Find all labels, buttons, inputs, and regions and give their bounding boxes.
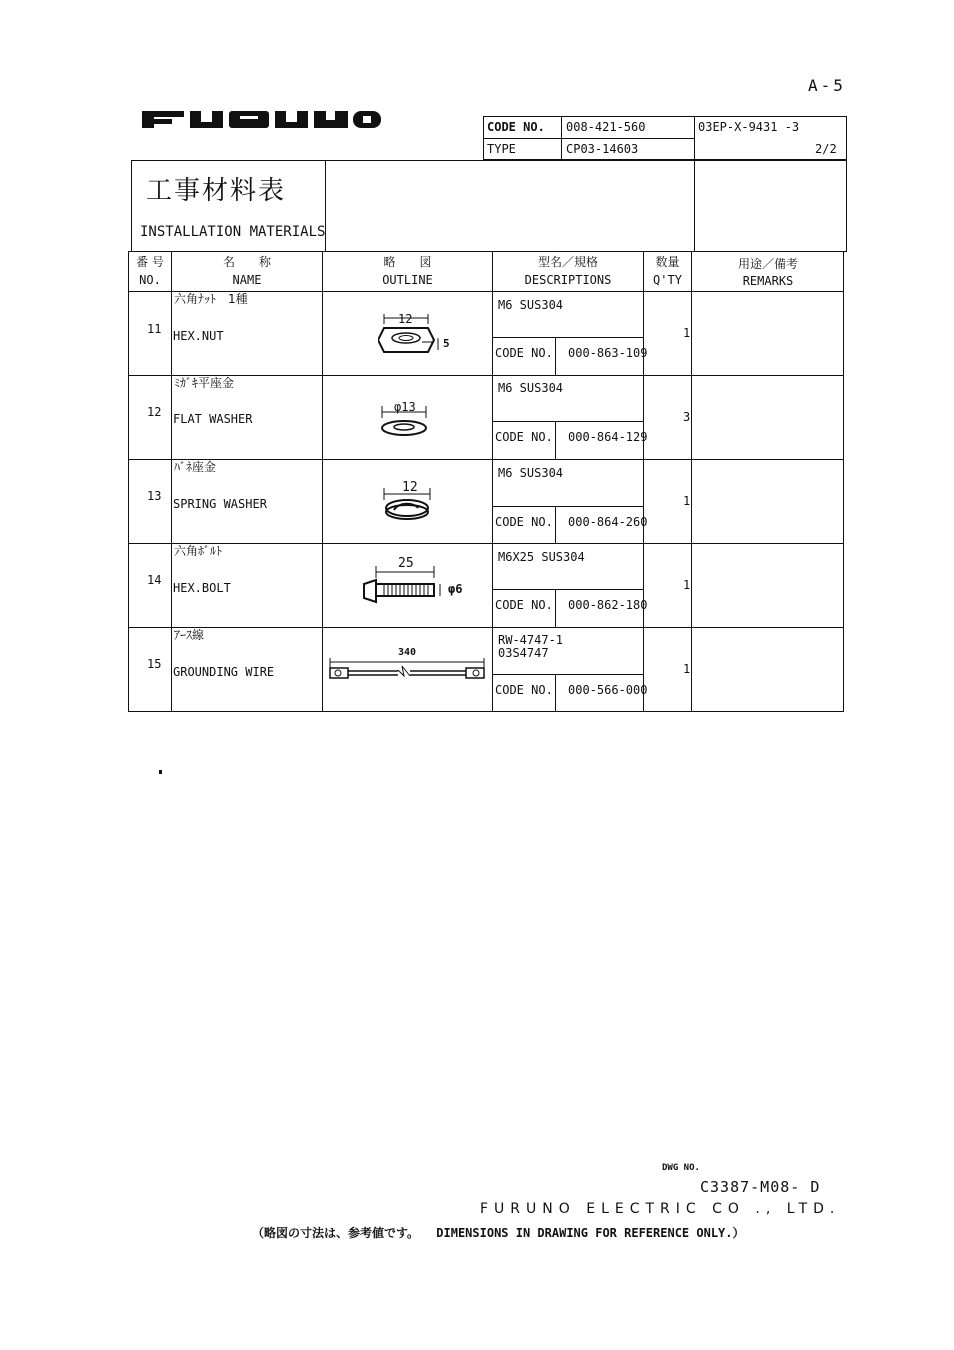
code-label: CODE NO. bbox=[495, 430, 553, 444]
dwg-label: DWG NO. bbox=[662, 1163, 700, 1173]
item-code: 000-566-000 bbox=[568, 683, 648, 697]
materials-table bbox=[128, 251, 844, 712]
title-en: INSTALLATION MATERIALS bbox=[140, 224, 326, 240]
item-qty: 1 bbox=[683, 326, 691, 340]
dim-label: 5 bbox=[443, 337, 450, 350]
item-name-jp: ﾊﾞﾈ座金 bbox=[174, 460, 217, 474]
stray-mark bbox=[159, 770, 162, 774]
type-value: CP03-14603 bbox=[566, 142, 639, 156]
dim-label: 12 bbox=[398, 312, 413, 326]
row-number: 14 bbox=[147, 573, 162, 587]
item-name-en: SPRING WASHER bbox=[173, 497, 267, 511]
item-code: 000-864-129 bbox=[568, 430, 648, 444]
doc-ref: 03EP-X-9431 -3 bbox=[698, 120, 800, 134]
item-code: 000-862-180 bbox=[568, 598, 648, 612]
code-no-value: 008-421-560 bbox=[566, 120, 646, 134]
item-name-en: GROUNDING WIRE bbox=[173, 665, 275, 679]
col-remarks-jp: 用途／備考 bbox=[737, 257, 798, 271]
item-description-line2: 03S4747 bbox=[498, 646, 549, 660]
dim-label: φ13 bbox=[394, 400, 416, 414]
row-number: 13 bbox=[147, 489, 162, 503]
note-en: DIMENSIONS IN DRAWING FOR REFERENCE ONLY.） bbox=[436, 1226, 745, 1240]
dim-label: 25 bbox=[398, 556, 414, 571]
col-name-en: NAME bbox=[232, 273, 262, 287]
item-qty: 1 bbox=[683, 578, 691, 592]
reference-note bbox=[252, 1224, 745, 1241]
furuno-logo bbox=[142, 108, 382, 130]
item-name-en: FLAT WASHER bbox=[173, 412, 253, 426]
item-name-jp: ﾐｶﾞｷ平座金 bbox=[174, 376, 235, 390]
page-number: A-5 bbox=[808, 76, 846, 95]
col-qty-en: Q'TY bbox=[653, 273, 682, 287]
dim-label: 12 bbox=[402, 480, 418, 495]
company-name: FURUNO ELECTRIC CO ., LTD. bbox=[480, 1201, 841, 1217]
dwg-number: C3387-M08- D bbox=[700, 1178, 821, 1196]
item-description: M6 SUS304 bbox=[498, 466, 564, 480]
dim-label: φ6 bbox=[448, 582, 463, 596]
item-description: M6X25 SUS304 bbox=[498, 550, 585, 564]
title-jp: 工事材料表 bbox=[146, 176, 287, 206]
col-desc-en: DESCRIPTIONS bbox=[524, 273, 612, 287]
item-name-jp: 六角ﾅｯﾄ 1種 bbox=[174, 292, 248, 306]
col-outline-jp: 略 図 bbox=[383, 255, 432, 269]
code-label: CODE NO. bbox=[495, 346, 553, 360]
item-description: RW-4747-1 bbox=[498, 633, 564, 647]
col-qty-jp: 数量 bbox=[655, 255, 680, 269]
col-no-jp: 番 号 bbox=[136, 255, 164, 269]
item-code: 000-863-109 bbox=[568, 346, 648, 360]
item-qty: 1 bbox=[683, 662, 691, 676]
note-jp: （略図の寸法は、参考値です。 bbox=[252, 1226, 420, 1240]
dim-label: 340 bbox=[398, 647, 417, 658]
col-name-jp: 名 称 bbox=[222, 255, 271, 269]
col-desc-jp: 型名／規格 bbox=[537, 255, 598, 269]
item-name-jp: ｱｰｽ線 bbox=[174, 628, 205, 642]
code-label: CODE NO. bbox=[495, 515, 553, 529]
item-qty: 1 bbox=[683, 494, 691, 508]
code-no-label: CODE NO. bbox=[487, 120, 545, 134]
item-name-jp: 六角ﾎﾞﾙﾄ bbox=[174, 544, 223, 558]
type-label: TYPE bbox=[487, 142, 516, 156]
code-label: CODE NO. bbox=[495, 683, 553, 697]
row-number: 15 bbox=[147, 657, 162, 671]
item-qty: 3 bbox=[683, 410, 691, 424]
sheet-number: 2/2 bbox=[815, 142, 837, 156]
row-number: 12 bbox=[147, 405, 162, 419]
item-description: M6 SUS304 bbox=[498, 298, 564, 312]
col-no-en: NO. bbox=[139, 273, 161, 287]
col-remarks-en: REMARKS bbox=[742, 274, 794, 288]
item-description: M6 SUS304 bbox=[498, 381, 564, 395]
col-outline-en: OUTLINE bbox=[382, 273, 433, 287]
code-label: CODE NO. bbox=[495, 598, 553, 612]
grounding-wire-drawing bbox=[328, 656, 488, 686]
item-name-en: HEX.NUT bbox=[173, 329, 224, 343]
item-name-en: HEX.BOLT bbox=[173, 581, 231, 595]
item-code: 000-864-260 bbox=[568, 515, 648, 529]
row-number: 11 bbox=[147, 322, 162, 336]
